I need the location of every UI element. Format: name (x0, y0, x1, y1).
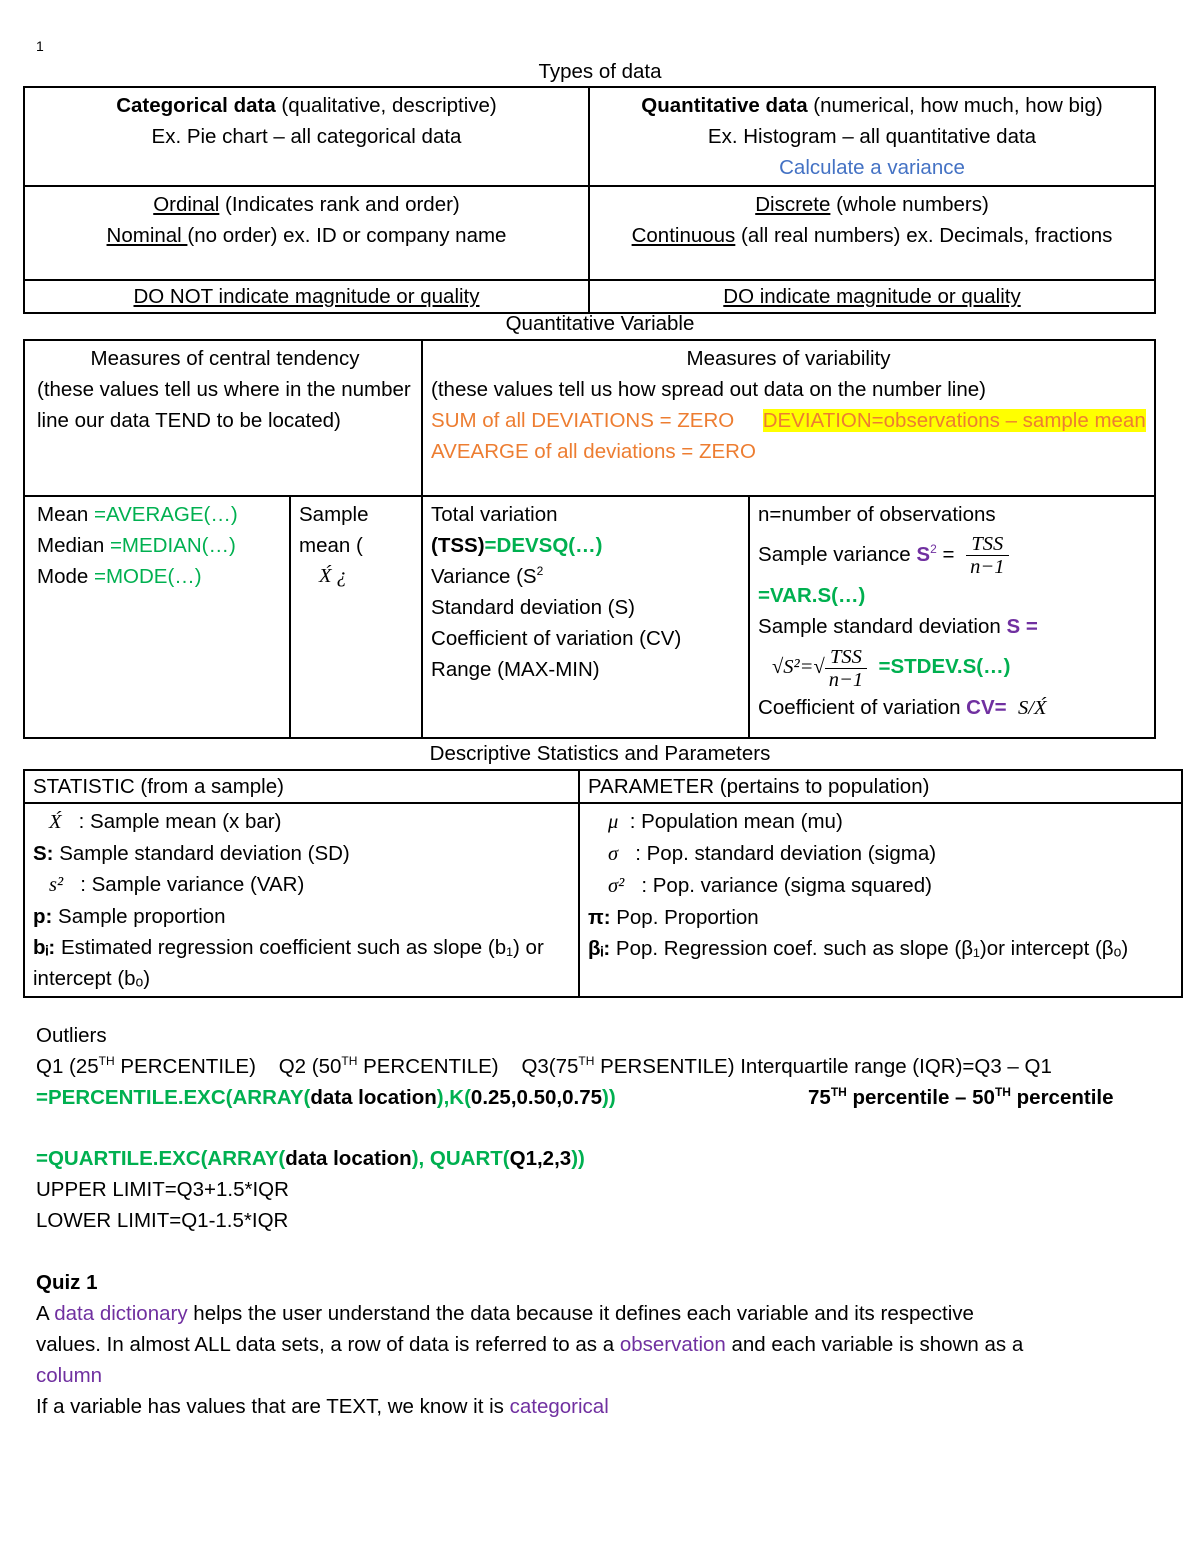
variability-cell (422, 340, 1155, 496)
quiz-line-4: If a variable has values that are TEXT, we know it is categorical (36, 1395, 609, 1418)
descriptive-table (23, 769, 1183, 998)
descriptive-caption: Descriptive Statistics and Parameters (429, 742, 771, 765)
parameter-header: PARAMETER (pertains to population) (579, 770, 1182, 803)
categorical-footer: DO NOT indicate magnitude or quality (24, 280, 589, 313)
quantitative-example: Ex. Histogram – all quantitative data (707, 125, 1037, 148)
cv-formula: S/X́ (1018, 697, 1047, 719)
stat-proportion: p: Sample proportion (33, 905, 226, 928)
stat-regression: bᵢ: Estimated regression coefficient such as slope (b₁) or intercept (bₒ) (33, 936, 544, 990)
sample-mean-cell (290, 496, 422, 738)
iqr-formula: 75TH percentile – 50TH percentile (808, 1085, 1114, 1109)
average-function: =AVERAGE(…) (93, 503, 238, 526)
param-regression: βᵢ: Pop. Regression coef. such as slope (β₁)or intercept (βₒ) (588, 937, 1129, 960)
sample-variance-label: Sample variance (758, 543, 917, 566)
stat-xbar: X́ : Sample mean (x bar) (49, 810, 282, 833)
stat-sd: S: Sample standard deviation (SD) (33, 842, 350, 865)
quantitative-subtypes-cell (589, 186, 1155, 280)
continuous-desc: (all real numbers) ex. Decimals, fractions (735, 224, 1113, 247)
ordinal-desc: (Indicates rank and order) (219, 193, 460, 216)
ordinal-term: Ordinal (153, 193, 220, 216)
variability-formulas-cell: n=number of observations Sample variance $S^2$ = $\frac{\text{TSS}}{n-1}$ =VAR.S(…) Sample standard deviation S = √S²=√ $\frac{\text{TSS}}{n-1}$ =STDEV.S(…) Coefficient of variation CV= S/X́ (749, 496, 1155, 738)
parameters-list (579, 803, 1182, 997)
total-variation-label: Total variation (431, 503, 558, 526)
upper-limit: UPPER LIMIT=Q3+1.5*IQR (36, 1178, 289, 1201)
param-mu: μ : Population mean (mu) (608, 810, 843, 833)
quiz-line-2: values. In almost ALL data sets, a row of data is referred to as a observation and each variable is shown as a (36, 1333, 1024, 1356)
continuous-term: Continuous (631, 224, 736, 247)
nominal-term: Nominal (106, 224, 188, 247)
n-definition: n=number of observations (758, 503, 996, 526)
quiz-title: Quiz 1 (36, 1271, 98, 1294)
s-equals: S = (1006, 615, 1038, 638)
sd-label: Standard deviation (S) (431, 596, 635, 619)
xbar-symbol: X́ ¿ (319, 565, 347, 587)
quantitative-footer: DO indicate magnitude or quality (589, 280, 1155, 313)
variance-fraction: $\frac{\text{TSS}}{n-1}$ (966, 533, 1008, 578)
statistic-header: STATISTIC (from a sample) (24, 770, 579, 803)
devsq-function: (TSS)=DEVSQ(…) (431, 534, 603, 557)
page-number: 1 (36, 38, 44, 54)
variability-title: Measures of variability (686, 347, 891, 370)
sample-sd-label: Sample standard deviation (758, 615, 1007, 638)
cv-equals: CV= (966, 696, 1007, 719)
mean-label: Mean (37, 503, 94, 526)
quant-variable-table (23, 339, 1156, 739)
categorical-title: Categorical data (116, 94, 276, 117)
quiz-line-3: column (36, 1364, 103, 1387)
outliers-title: Outliers (36, 1024, 107, 1047)
percentile-function: =PERCENTILE.EXC(ARRAY(data location),K(0.25,0.50,0.75)) (36, 1086, 616, 1109)
stat-variance: s² : Sample variance (VAR) (49, 873, 305, 896)
types-of-data-table (23, 86, 1156, 314)
types-of-data-caption: Types of data (538, 60, 662, 83)
median-label: Median (37, 534, 110, 557)
sum-deviations: SUM of all DEVIATIONS = ZERO (431, 409, 735, 432)
quantitative-desc: (numerical, how much, how big) (807, 94, 1103, 117)
deviation-definition: DEVIATION=observations – sample mean (762, 409, 1146, 432)
discrete-desc: (whole numbers) (830, 193, 989, 216)
quantitative-cell (589, 87, 1155, 186)
variability-terms-cell: Total variation (TSS)=DEVSQ(…) Variance ($S^2$ Standard deviation (S) Coefficient of variation (CV) Range (MAX-MIN) (422, 496, 749, 738)
quant-variable-caption: Quantitative Variable (505, 312, 695, 335)
variance-note: Calculate a variance (779, 156, 965, 179)
mode-function: =MODE(…) (93, 565, 202, 588)
quiz-line-1: A data dictionary helps the user understand the data because it defines each variable and its respective (36, 1302, 974, 1325)
cv-label: Coefficient of variation (CV) (431, 627, 682, 650)
statistics-list (24, 803, 579, 997)
quartile-function: =QUARTILE.EXC(ARRAY(data location), QUART(Q1,2,3)) (36, 1147, 585, 1170)
param-proportion: π: Pop. Proportion (588, 906, 759, 929)
categorical-cell (24, 87, 589, 186)
central-tendency-title: Measures of central tendency (90, 347, 360, 370)
average-deviations: AVEARGE of all deviations = ZERO (431, 440, 756, 463)
discrete-term: Discrete (755, 193, 831, 216)
range-label: Range (MAX-MIN) (431, 658, 600, 681)
variability-desc: (these values tell us how spread out data on the number line) (431, 378, 986, 401)
lower-limit: LOWER LIMIT=Q1-1.5*IQR (36, 1209, 289, 1232)
central-tendency-desc: (these values tell us where in the number line our data TEND to be located) (37, 378, 411, 432)
central-tendency-cell (24, 340, 422, 496)
quantitative-title: Quantitative data (641, 94, 808, 117)
categorical-example: Ex. Pie chart – all categorical data (151, 125, 462, 148)
quartiles-line: Q1 (25TH PERCENTILE) Q2 (50TH PERCENTILE) Q3(75TH PERSENTILE) Interquartile range (IQR)=Q3 – Q1 (36, 1054, 1052, 1078)
param-sigma: σ : Pop. standard deviation (sigma) (608, 842, 937, 865)
sample-mean-label: Sample mean ( (299, 503, 369, 557)
param-sigma-squared: σ² : Pop. variance (sigma squared) (608, 874, 932, 897)
stdev-function: =STDEV.S(…) (878, 655, 1011, 678)
mode-label: Mode (37, 565, 94, 588)
s2-symbol: S (916, 543, 931, 566)
categorical-subtypes-cell (24, 186, 589, 280)
categorical-desc: (qualitative, descriptive) (275, 94, 497, 117)
central-functions-cell (24, 496, 290, 738)
cv-formula-label: Coefficient of variation (758, 696, 967, 719)
var-s-function: =VAR.S(…) (758, 584, 866, 607)
variance-label: Variance (S (431, 565, 537, 588)
median-function: =MEDIAN(…) (109, 534, 236, 557)
sqrt-formula: √S²=√ $\frac{\text{TSS}}{n-1}$ (772, 656, 867, 678)
nominal-desc: (no order) ex. ID or company name (187, 224, 507, 247)
